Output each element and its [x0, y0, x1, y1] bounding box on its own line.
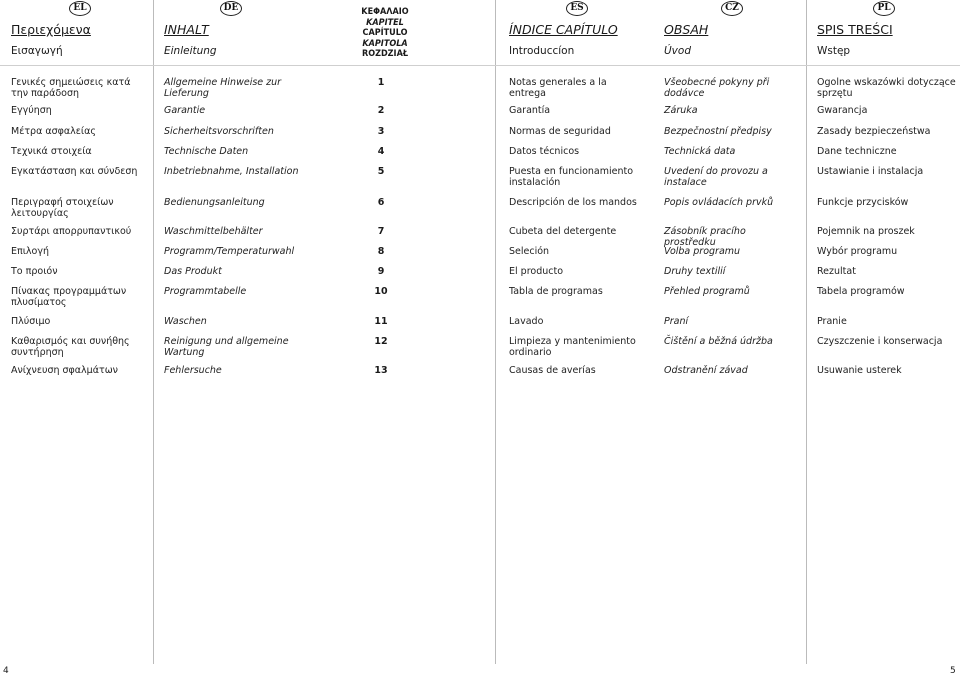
- entry-pl: Pojemnik na proszek: [817, 226, 915, 237]
- entry-pl: Wybór programu: [817, 246, 898, 257]
- column-divider: [495, 0, 496, 664]
- entry-cz: Záruka: [664, 105, 698, 116]
- entry-pl: Funkcje przycisków: [817, 197, 909, 208]
- chapter-number: 5: [377, 166, 385, 177]
- entry-cz: Odstranění závad: [664, 365, 748, 376]
- entry-pl: Tabela programów: [817, 286, 905, 297]
- entry-es: Tabla de programas: [509, 286, 603, 297]
- entry-es: Garantía: [509, 105, 551, 116]
- entry-el: Τεχνικά στοιχεία: [11, 146, 92, 157]
- chapter-number: 2: [377, 105, 385, 116]
- intro-de: Einleitung: [164, 45, 217, 57]
- entry-cz: Čištění a běžná údržba: [664, 336, 773, 347]
- entry-pl: Rezultat: [817, 266, 856, 277]
- chapter-number: 10: [374, 286, 388, 297]
- chapter-label-es: CAPÍTULO: [362, 28, 408, 38]
- entry-el: Πίνακας προγραμμάτων πλυσίματος: [11, 286, 127, 308]
- chapter-number: 7: [377, 226, 385, 237]
- entry-es: El producto: [509, 266, 564, 277]
- entry-pl: Ustawianie i instalacja: [817, 166, 924, 177]
- intro-es: Introduccíon: [509, 45, 575, 57]
- language-badge-cz: CZ: [721, 1, 743, 16]
- entry-es: Puesta en funcionamiento instalación: [509, 166, 634, 188]
- entry-el: Μέτρα ασφαλείας: [11, 126, 96, 137]
- chapter-label-pl: ROZDZIAŁ: [361, 49, 409, 59]
- header-separator: [0, 65, 960, 66]
- entry-cz: Všeobecné pokyny při dodávce: [664, 77, 770, 99]
- entry-es: Notas generales a la entrega: [509, 77, 607, 99]
- entry-cz: Praní: [664, 316, 689, 327]
- entry-de: Allgemeine Hinweise zur Lieferung: [164, 77, 282, 99]
- page-number-right: 5: [950, 666, 956, 676]
- chapter-label-el: ΚΕΦΑΛΑΙΟ: [361, 7, 409, 17]
- chapter-label-de: KAPITEL: [366, 17, 404, 28]
- entry-pl: Gwarancja: [817, 105, 868, 116]
- entry-de: Das Produkt: [164, 266, 222, 277]
- language-badge-pl: PL: [873, 1, 895, 16]
- entry-el: Πλύσιμο: [11, 316, 51, 327]
- chapter-number: 1: [377, 77, 385, 88]
- chapter-number: 3: [377, 126, 385, 137]
- entry-pl: Usuwanie usterek: [817, 365, 902, 376]
- entry-de: Waschmittelbehälter: [164, 226, 263, 237]
- entry-es: Causas de averías: [509, 365, 596, 376]
- entry-de: Reinigung und allgemeine Wartung: [164, 336, 289, 358]
- entry-es: Seleción: [509, 246, 550, 257]
- chapter-number: 11: [374, 316, 388, 327]
- entry-de: Bedienungsanleitung: [164, 197, 265, 208]
- page-number-left: 4: [3, 666, 9, 676]
- entry-el: Συρτάρι απορρυπαντικού: [11, 226, 132, 237]
- entry-de: Garantie: [164, 105, 206, 116]
- entry-es: Normas de seguridad: [509, 126, 611, 137]
- chapter-header: [330, 7, 440, 60]
- title-es: ÍNDICE CAPÍTULO: [509, 22, 618, 37]
- title-de: INHALT: [164, 22, 209, 37]
- entry-cz: Druhy textilií: [664, 266, 726, 277]
- entry-el: Καθαρισμός και συνήθης συντήρηση: [11, 336, 130, 358]
- entry-de: Fehlersuche: [164, 365, 222, 376]
- entry-pl: Dane techniczne: [817, 146, 897, 157]
- entry-el: Επιλογή: [11, 246, 50, 257]
- entry-pl: Pranie: [817, 316, 847, 327]
- entry-cz: Uvedení do provozu a instalace: [664, 166, 768, 188]
- entry-de: Programmtabelle: [164, 286, 247, 297]
- entry-cz: Bezpečnostní předpisy: [664, 126, 772, 137]
- entry-pl: Ogolne wskazówki dotyczące sprzętu: [817, 77, 956, 99]
- title-el: Περιεχόμενα: [11, 22, 91, 37]
- intro-el: Εισαγωγή: [11, 45, 63, 57]
- intro-pl: Wstęp: [817, 45, 851, 57]
- entry-de: Programm/Temperaturwahl: [164, 246, 295, 257]
- entry-el: Εγκατάσταση και σύνδεση: [11, 166, 138, 177]
- entry-es: Lavado: [509, 316, 544, 327]
- entry-el: Γενικές σημειώσεις κατά την παράδοση: [11, 77, 131, 99]
- entry-cz: Zásobník pracího prostředku: [664, 226, 746, 248]
- language-badge-de: DE: [220, 1, 242, 16]
- title-pl: SPIS TREŚCI: [817, 22, 893, 37]
- entry-pl: Czyszczenie i konserwacja: [817, 336, 943, 347]
- entry-de: Inbetriebnahme, Installation: [164, 166, 299, 177]
- entry-cz: Technická data: [664, 146, 736, 157]
- entry-de: Sicherheitsvorschriften: [164, 126, 274, 137]
- title-cz: OBSAH: [664, 22, 709, 37]
- column-divider: [153, 0, 154, 664]
- chapter-number: 9: [377, 266, 385, 277]
- entry-el: Ανίχνευση σφαλμάτων: [11, 365, 118, 376]
- chapter-number: 4: [377, 146, 385, 157]
- chapter-number: 12: [374, 336, 388, 347]
- entry-cz: Volba programu: [664, 246, 741, 257]
- chapter-number: 8: [377, 246, 385, 257]
- entry-es: Limpieza y mantenimiento ordinario: [509, 336, 636, 358]
- entry-pl: Zasady bezpieczeństwa: [817, 126, 931, 137]
- column-divider: [806, 0, 807, 664]
- entry-es: Datos técnicos: [509, 146, 580, 157]
- entry-el: Εγγύηση: [11, 105, 52, 116]
- entry-de: Technische Daten: [164, 146, 249, 157]
- entry-es: Cubeta del detergente: [509, 226, 617, 237]
- entry-cz: Přehled programů: [664, 286, 750, 297]
- entry-el: Το προιόν: [11, 266, 58, 277]
- entry-es: Descripción de los mandos: [509, 197, 637, 208]
- language-badge-el: EL: [69, 1, 91, 16]
- entry-cz: Popis ovládacích prvků: [664, 197, 774, 208]
- chapter-number: 13: [374, 365, 388, 376]
- chapter-number: 6: [377, 197, 385, 208]
- language-badge-es: ES: [566, 1, 588, 16]
- chapter-label-cz: KAPITOLA: [362, 38, 408, 49]
- entry-de: Waschen: [164, 316, 207, 327]
- intro-cz: Úvod: [664, 45, 691, 57]
- entry-el: Περιγραφή στοιχείων λειτουργίας: [11, 197, 114, 219]
